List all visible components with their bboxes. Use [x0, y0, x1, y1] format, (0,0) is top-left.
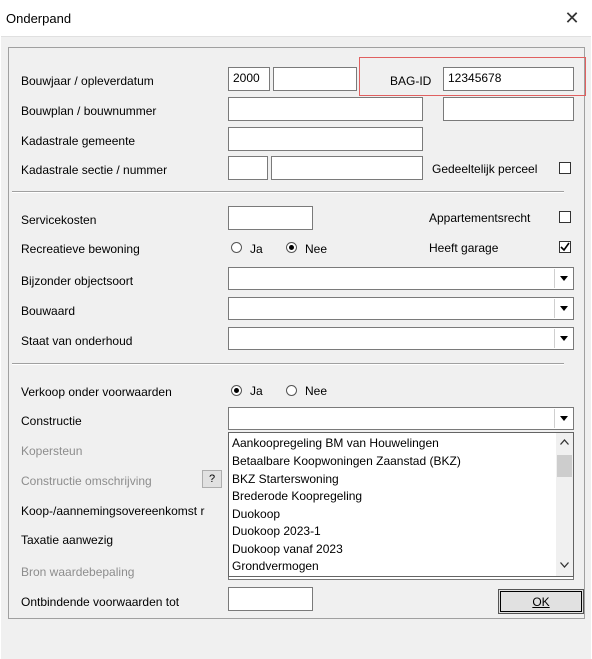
chevron-down-icon[interactable] — [554, 409, 572, 428]
verkoop-label: Verkoop onder voorwaarden — [21, 385, 172, 399]
taxatie-label: Taxatie aanwezig — [21, 533, 114, 547]
verkoop-nee-radio[interactable] — [286, 385, 297, 396]
verkoop-ja-radio[interactable] — [231, 385, 242, 396]
dialog-body — [1, 36, 591, 659]
constructie-omschrijving-label: Constructie omschrijving — [21, 474, 152, 488]
ontbindende-voorwaarden-label: Ontbindende voorwaarden tot — [21, 595, 180, 609]
kopersteun-label: Kopersteun — [21, 444, 83, 458]
heeft-garage-checkbox[interactable] — [559, 241, 571, 253]
appartementsrecht-checkbox[interactable] — [559, 211, 571, 223]
title-bar — [0, 0, 592, 36]
ok-button-label: OK — [532, 594, 550, 609]
verkoop-ja-label: Ja — [250, 384, 263, 398]
dropdown-option[interactable]: Brederode Koopregeling — [232, 489, 363, 503]
heeft-garage-label: Heeft garage — [429, 241, 499, 255]
bouwaard-select[interactable] — [228, 297, 574, 320]
bouwjaar-label: Bouwjaar / opleverdatum — [21, 74, 154, 88]
bouwnummer-input[interactable] — [443, 97, 574, 121]
recreatieve-ja-radio[interactable] — [231, 242, 242, 253]
chevron-down-icon[interactable] — [560, 562, 569, 568]
bouwaard-label: Bouwaard — [21, 304, 76, 318]
ontbindende-voorwaarden-input[interactable] — [228, 587, 313, 611]
servicekosten-label: Servicekosten — [21, 213, 97, 227]
bijzonder-objectsoort-select[interactable] — [228, 267, 574, 290]
dropdown-option[interactable]: Duokoop 2023-1 — [232, 524, 321, 538]
dropdown-option[interactable]: BKZ Starterswoning — [232, 472, 339, 486]
constructie-label: Constructie — [21, 414, 82, 428]
opleverdatum-input[interactable] — [273, 67, 357, 91]
dropdown-option[interactable]: Duokoop — [232, 507, 281, 521]
bag-id-label: BAG-ID — [390, 74, 432, 88]
recreatieve-nee-label: Nee — [305, 242, 328, 256]
chevron-down-icon[interactable] — [554, 269, 572, 288]
recreatieve-nee-radio[interactable] — [286, 242, 297, 253]
bag-id-input[interactable]: 12345678 — [443, 67, 574, 91]
chevron-down-icon[interactable] — [554, 299, 572, 318]
dropdown-option[interactable]: Duokoop vanaf 2023 — [232, 542, 343, 556]
dropdown-scrollbar[interactable] — [556, 433, 573, 576]
kadastrale-sectie-input[interactable] — [228, 156, 268, 180]
verkoop-nee-label: Nee — [305, 384, 328, 398]
dropdown-option[interactable]: Betaalbare Koopwoningen Zaanstad (BKZ) — [232, 454, 461, 468]
bouwjaar-input[interactable]: 2000 — [228, 67, 270, 91]
bijzonder-objectsoort-label: Bijzonder objectsoort — [21, 274, 134, 288]
bron-waardebepaling-label: Bron waardebepaling — [21, 565, 135, 579]
constructie-select[interactable] — [228, 407, 574, 430]
recreatieve-bewoning-label: Recreatieve bewoning — [21, 242, 140, 256]
help-button[interactable]: ? — [202, 470, 222, 488]
gedeeltelijk-perceel-checkbox[interactable] — [559, 162, 571, 174]
kadastrale-nummer-input[interactable] — [271, 156, 423, 180]
chevron-down-icon[interactable] — [554, 329, 572, 348]
recreatieve-ja-label: Ja — [250, 242, 263, 256]
appartementsrecht-label: Appartementsrecht — [429, 211, 531, 225]
kadastrale-sectie-label: Kadastrale sectie / nummer — [21, 163, 168, 177]
separator — [12, 191, 564, 193]
kadastrale-gemeente-label: Kadastrale gemeente — [21, 134, 136, 148]
checkmark-icon — [560, 242, 570, 252]
gedeeltelijk-perceel-label: Gedeeltelijk perceel — [432, 162, 538, 176]
radio-selected-dot — [289, 245, 294, 250]
servicekosten-input[interactable] — [228, 206, 313, 230]
dropdown-option[interactable]: Aankoopregeling BM van Houwelingen — [232, 436, 439, 450]
dropdown-option[interactable]: Grondvermogen — [232, 559, 319, 573]
koop-aanneming-label: Koop-/aannemingsovereenkomst r — [21, 504, 205, 518]
constructie-dropdown-list[interactable] — [228, 432, 574, 577]
bag-id-highlight — [359, 57, 586, 96]
scrollbar-thumb[interactable] — [557, 455, 572, 477]
ok-button[interactable] — [498, 589, 584, 614]
radio-selected-dot — [234, 388, 239, 393]
kadastrale-gemeente-input[interactable] — [228, 127, 423, 151]
separator — [12, 363, 564, 365]
chevron-up-icon[interactable] — [560, 439, 569, 445]
window-title: Onderpand — [6, 11, 72, 26]
bouwplan-input[interactable] — [228, 97, 423, 121]
staat-label: Staat van onderhoud — [21, 334, 133, 348]
staat-select[interactable] — [228, 327, 574, 350]
close-icon[interactable]: ✕ — [564, 7, 580, 28]
bouwplan-label: Bouwplan / bouwnummer — [21, 104, 157, 118]
